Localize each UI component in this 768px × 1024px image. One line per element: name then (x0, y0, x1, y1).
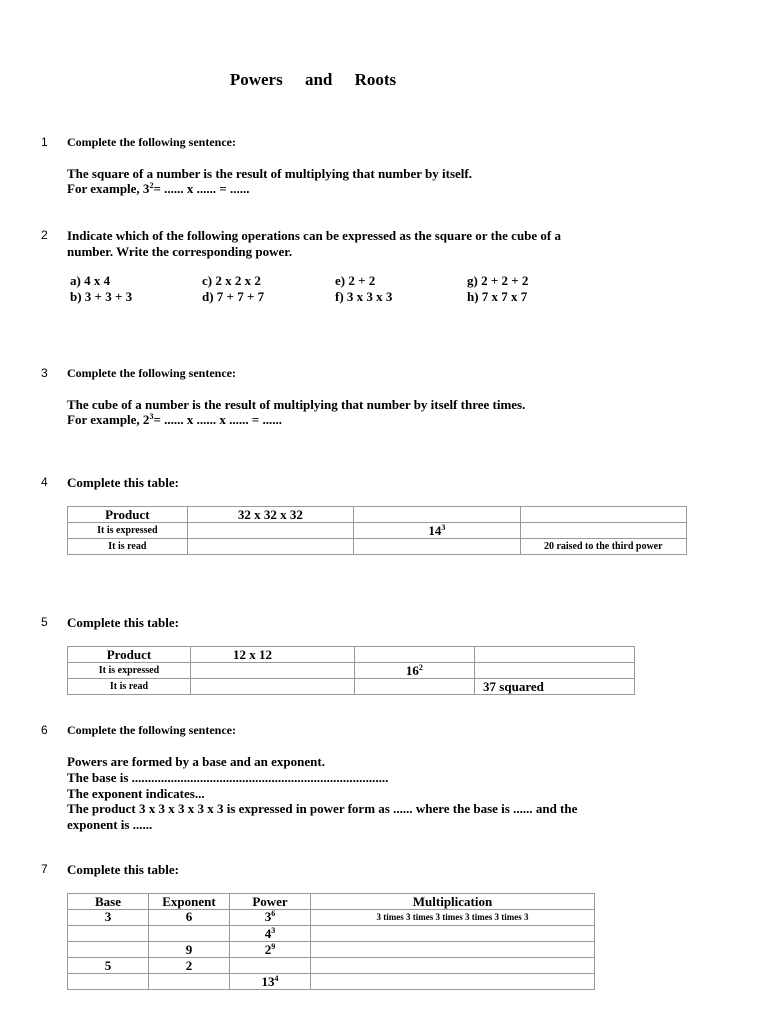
question-example: For example, $2^3=$ ...... x ...... x ...... = ...... (67, 412, 283, 427)
question-text: The exponent indicates... (67, 786, 205, 801)
question-prompt: Complete the following sentence: (67, 723, 236, 737)
option: a) 4 x 4 (70, 273, 111, 288)
question-text: The square of a number is the result of multiplying that number by itself. (67, 166, 472, 181)
question-prompt: Indicate which of the following operations can be expressed as the square or the cube of a number. Write the corresponding power. (67, 228, 561, 259)
question-number: 2 (41, 228, 48, 242)
question-prompt: Complete the following sentence: (67, 135, 236, 149)
question-prompt: Complete this table: (67, 615, 179, 630)
table-row: Product 12 x 12 (68, 647, 635, 663)
question-number: 7 (41, 862, 48, 876)
option: c) 2 x 2 x 2 (202, 273, 261, 288)
table-row: Product 32 x 32 x 32 (68, 507, 687, 523)
question-text: The base is ............................................................................... (67, 770, 389, 785)
question-text: The cube of a number is the result of multiplying that number by itself three times. (67, 397, 526, 412)
table-row: 9 $2^9$ (68, 942, 595, 958)
question-example: For example, $3^2=$ ...... x ...... = ...... (67, 181, 250, 196)
table-header-row: Base Exponent Power Multiplication (68, 894, 595, 910)
question-prompt: Complete this table: (67, 475, 179, 490)
option: e) 2 + 2 (335, 273, 376, 288)
question-number: 3 (41, 366, 48, 380)
question-prompt: Complete this table: (67, 862, 179, 877)
option: h) 7 x 7 x 7 (467, 289, 528, 304)
table-row: $13^4$ (68, 974, 595, 990)
table-row: It is expressed $16^2$ (68, 663, 635, 679)
table-row: 5 2 (68, 958, 595, 974)
option: f) 3 x 3 x 3 (335, 289, 393, 304)
table-row: 3 6 $3^6$ 3 times 3 times 3 times 3 times 3 times 3 (68, 910, 595, 926)
option: g) 2 + 2 + 2 (467, 273, 529, 288)
table-q5 (67, 646, 635, 695)
page-title: Powers and Roots (229, 70, 397, 89)
table-row: It is expressed $14^3$ (68, 523, 687, 539)
question-number: 4 (41, 475, 48, 489)
table-row: $4^3$ (68, 926, 595, 942)
question-number: 6 (41, 723, 48, 737)
table-row: It is read 37 squared (68, 679, 635, 695)
question-number: 1 (41, 135, 48, 149)
question-number: 5 (41, 615, 48, 629)
question-text: Powers are formed by a base and an exponent. (67, 754, 325, 769)
table-row: It is read 20 raised to the third power (68, 539, 687, 555)
option: b) 3 + 3 + 3 (70, 289, 133, 304)
option: d) 7 + 7 + 7 (202, 289, 265, 304)
table-q4 (67, 506, 687, 555)
table-q7 (67, 893, 595, 990)
question-text: The product 3 x 3 x 3 x 3 x 3 is expressed in power form as ...... where the base is ...... and the exponent is ...... (67, 801, 578, 832)
question-prompt: Complete the following sentence: (67, 366, 236, 380)
